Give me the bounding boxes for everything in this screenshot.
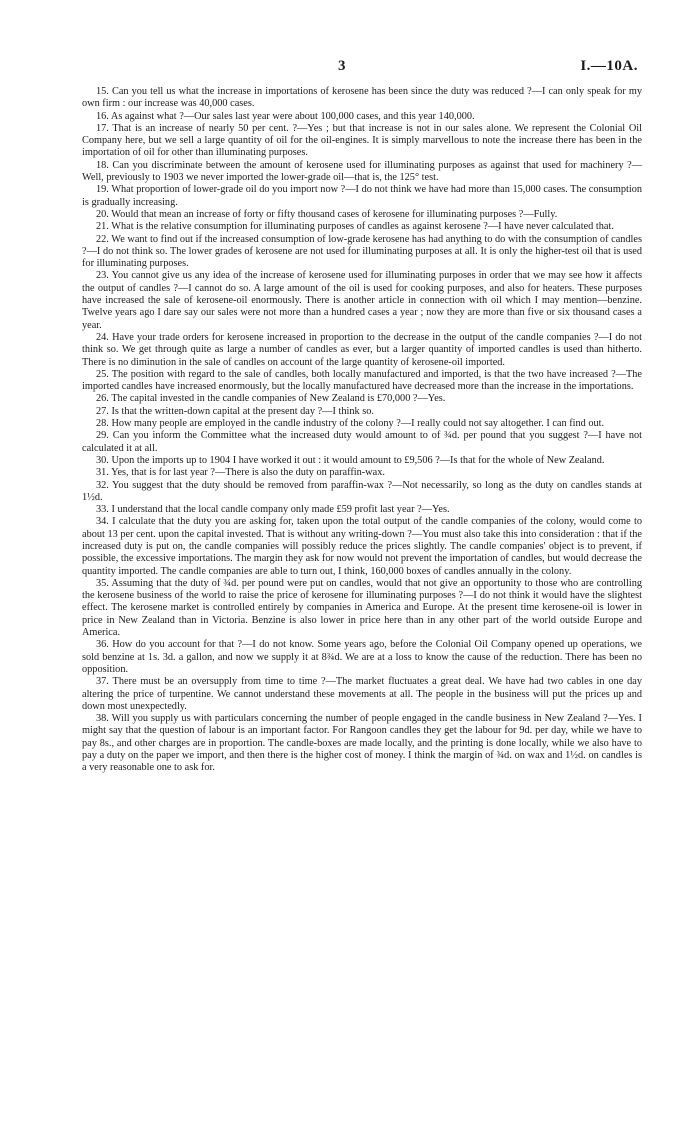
- paragraph-20: 20. Would that mean an increase of forty or fifty thousand cases of kerosene for illuminating purposes ?—Fully.: [96, 208, 558, 220]
- paragraph-38: 38. Will you supply us with particulars concerning the number of people engaged in the candle business in New Zealand ?—Yes. I might say that the question of labour is an important factor. For Rangoon candles they get the labour for 9d. per day, while we have to pay 8s., and other charges are in proportion. The candle-boxes are made locally, and the printing is done locally, while we also have to pay a duty on the paper we import, and then there is the higher cost of money. I think the margin of ¾d. on wax and 1½d. on candles is a very reasonable one to ask for.: [82, 713, 642, 774]
- paragraph-21: 21. What is the relative consumption for illuminating purposes of candles as against kerosene ?—I have never calculated that.: [96, 221, 614, 233]
- document-reference: I.—10A.: [580, 58, 638, 74]
- paragraph-36: 36. How do you account for that ?—I do not know. Some years ago, before the Colonial Oil Company opened up operations, we sold benzine at 1s. 3d. a gallon, and now we supply it at 8¾d. We are at a loss to know the cause of the reduction. There has been no opposition.: [82, 639, 642, 675]
- paragraph-28: 28. How many people are employed in the candle industry of the colony ?—I really could not say altogether. I can find out.: [96, 418, 605, 430]
- paragraph-37: 37. There must be an oversupply from time to time ?—The market fluctuates a great deal. We have had two cables in one day altering the price of turpentine. We cannot understand these movements at all. The people in the business will put the prices up and down most unexpectedly.: [82, 676, 642, 712]
- paragraph-18: 18. Can you discriminate between the amount of kerosene used for illuminating purposes as against that used for machinery ?—Well, previously to 1903 we never imported the lower-grade oil—that is, the 125° test.: [82, 159, 642, 184]
- paragraph-17: 17. That is an increase of nearly 50 per cent. ?—Yes ; but that increase is not in our sales alone. We represent the Colonial Oil Company here, but we sell a large quantity of oil for the oil-engines. It is simply marvellous to note the increase there has been in the importation of oil for other than illuminating purposes.: [82, 122, 642, 159]
- paragraph-29: 29. Can you inform the Committee what the increased duty would amount to of ¾d. per pound that you suggest ?—I have not calculated it at all.: [82, 430, 642, 454]
- paragraph-19: 19. What proportion of lower-grade oil do you import now ?—I do not think we have had more than 15,000 cases. The consumption is gradually increasing.: [82, 184, 642, 208]
- paragraph-31: 31. Yes, that is for last year ?—There is also the duty on paraffin-wax.: [96, 467, 385, 479]
- paragraph-35: 35. Assuming that the duty of ¾d. per pound were put on candles, would that not give an opportunity to those who are controlling the kerosene business of the world to raise the price of kerosene for illuminating purposes ?—I do not think it would have the slightest effect. The kerosene market is controlled entirely by companies in America and Europe. At the present time kerosene-oil is lower in price in New Zealand than in Victoria. Benzine is also lower in price here than in any other part of the world outside Europe and America.: [82, 577, 642, 639]
- paragraph-22: 22. We want to find out if the increased consumption of low-grade kerosene has had anything to do with the consumption of candles ?—I do not think so. The lower grades of kerosene are not used for illuminating purposes at all. It is only the higher-test oil that is used for illuminating purposes.: [82, 233, 642, 270]
- page-number: 3: [338, 58, 346, 74]
- paragraph-26: 26. The capital invested in the candle companies of New Zealand is £70,000 ?—Yes.: [96, 393, 446, 405]
- paragraph-15: 15. Can you tell us what the increase in importations of kerosene has been since the duty was reduced ?—I can only speak for my own firm : our increase was 40,000 cases.: [82, 86, 642, 110]
- paragraph-33: 33. I understand that the local candle company only made £59 profit last year ?—Yes.: [96, 504, 450, 516]
- paragraph-24: 24. Have your trade orders for kerosene increased in proportion to the decrease in the output of the candle companies ?—I do not think so. We get through quite as large a number of candles as ever, but a larger quantity of imported candles is used than hitherto. There is no diminution in the sale of candles on account of the large quantity of kerosene-oil imported.: [82, 331, 642, 368]
- paragraph-16: 16. As against what ?—Our sales last year were about 100,000 cases, and this year 140,000.: [96, 110, 475, 122]
- paragraph-32: 32. You suggest that the duty should be removed from paraffin-wax ?—Not necessarily, so long as the duty on candles stands at 1½d.: [82, 479, 642, 503]
- paragraph-30: 30. Upon the imports up to 1904 I have worked it out : it would amount to £9,506 ?—Is that for the whole of New Zealand.: [96, 454, 605, 466]
- page-header: [0, 58, 700, 80]
- paragraph-34: 34. I calculate that the duty you are asking for, taken upon the total output of the candle companies of the colony, would come to about 13 per cent. upon the capital invested. That is without any writing-down ?—You must also take this into consideration : that if the increased duty is put on, the candle companies will possibly reduce the prices slightly. The candle companies' object is to prevent, if possible, the excessive importations. The margin they ask for now would not prevent the importation of candles, but would decrease the quantity imported. The candle companies are able to turn out, I think, 160,000 boxes of candles annually in the colony.: [82, 516, 642, 577]
- paragraph-23: 23. You cannot give us any idea of the increase of kerosene used for illuminating purposes in order that we may see how it affects the output of candles ?—I cannot do so. A large amount of the oil is used for cooking purposes, and also for heaters. These purposes have increased the sale of kerosene-oil enormously. There is another article in connection with oil which I may mention—benzine. Twelve years ago I dare say our sales were not more than a hundred cases a year ; now they are more than five or six thousand cases a year.: [82, 270, 642, 331]
- body-text: [82, 86, 642, 775]
- paragraph-25: 25. The position with regard to the sale of candles, both locally manufactured and imported, is that the two have increased ?—The imported candles have increased enormously, but the locally manufactured have decreased more than the increase in the importations.: [82, 368, 642, 393]
- paragraph-27: 27. Is that the written-down capital at the present day ?—I think so.: [96, 405, 374, 417]
